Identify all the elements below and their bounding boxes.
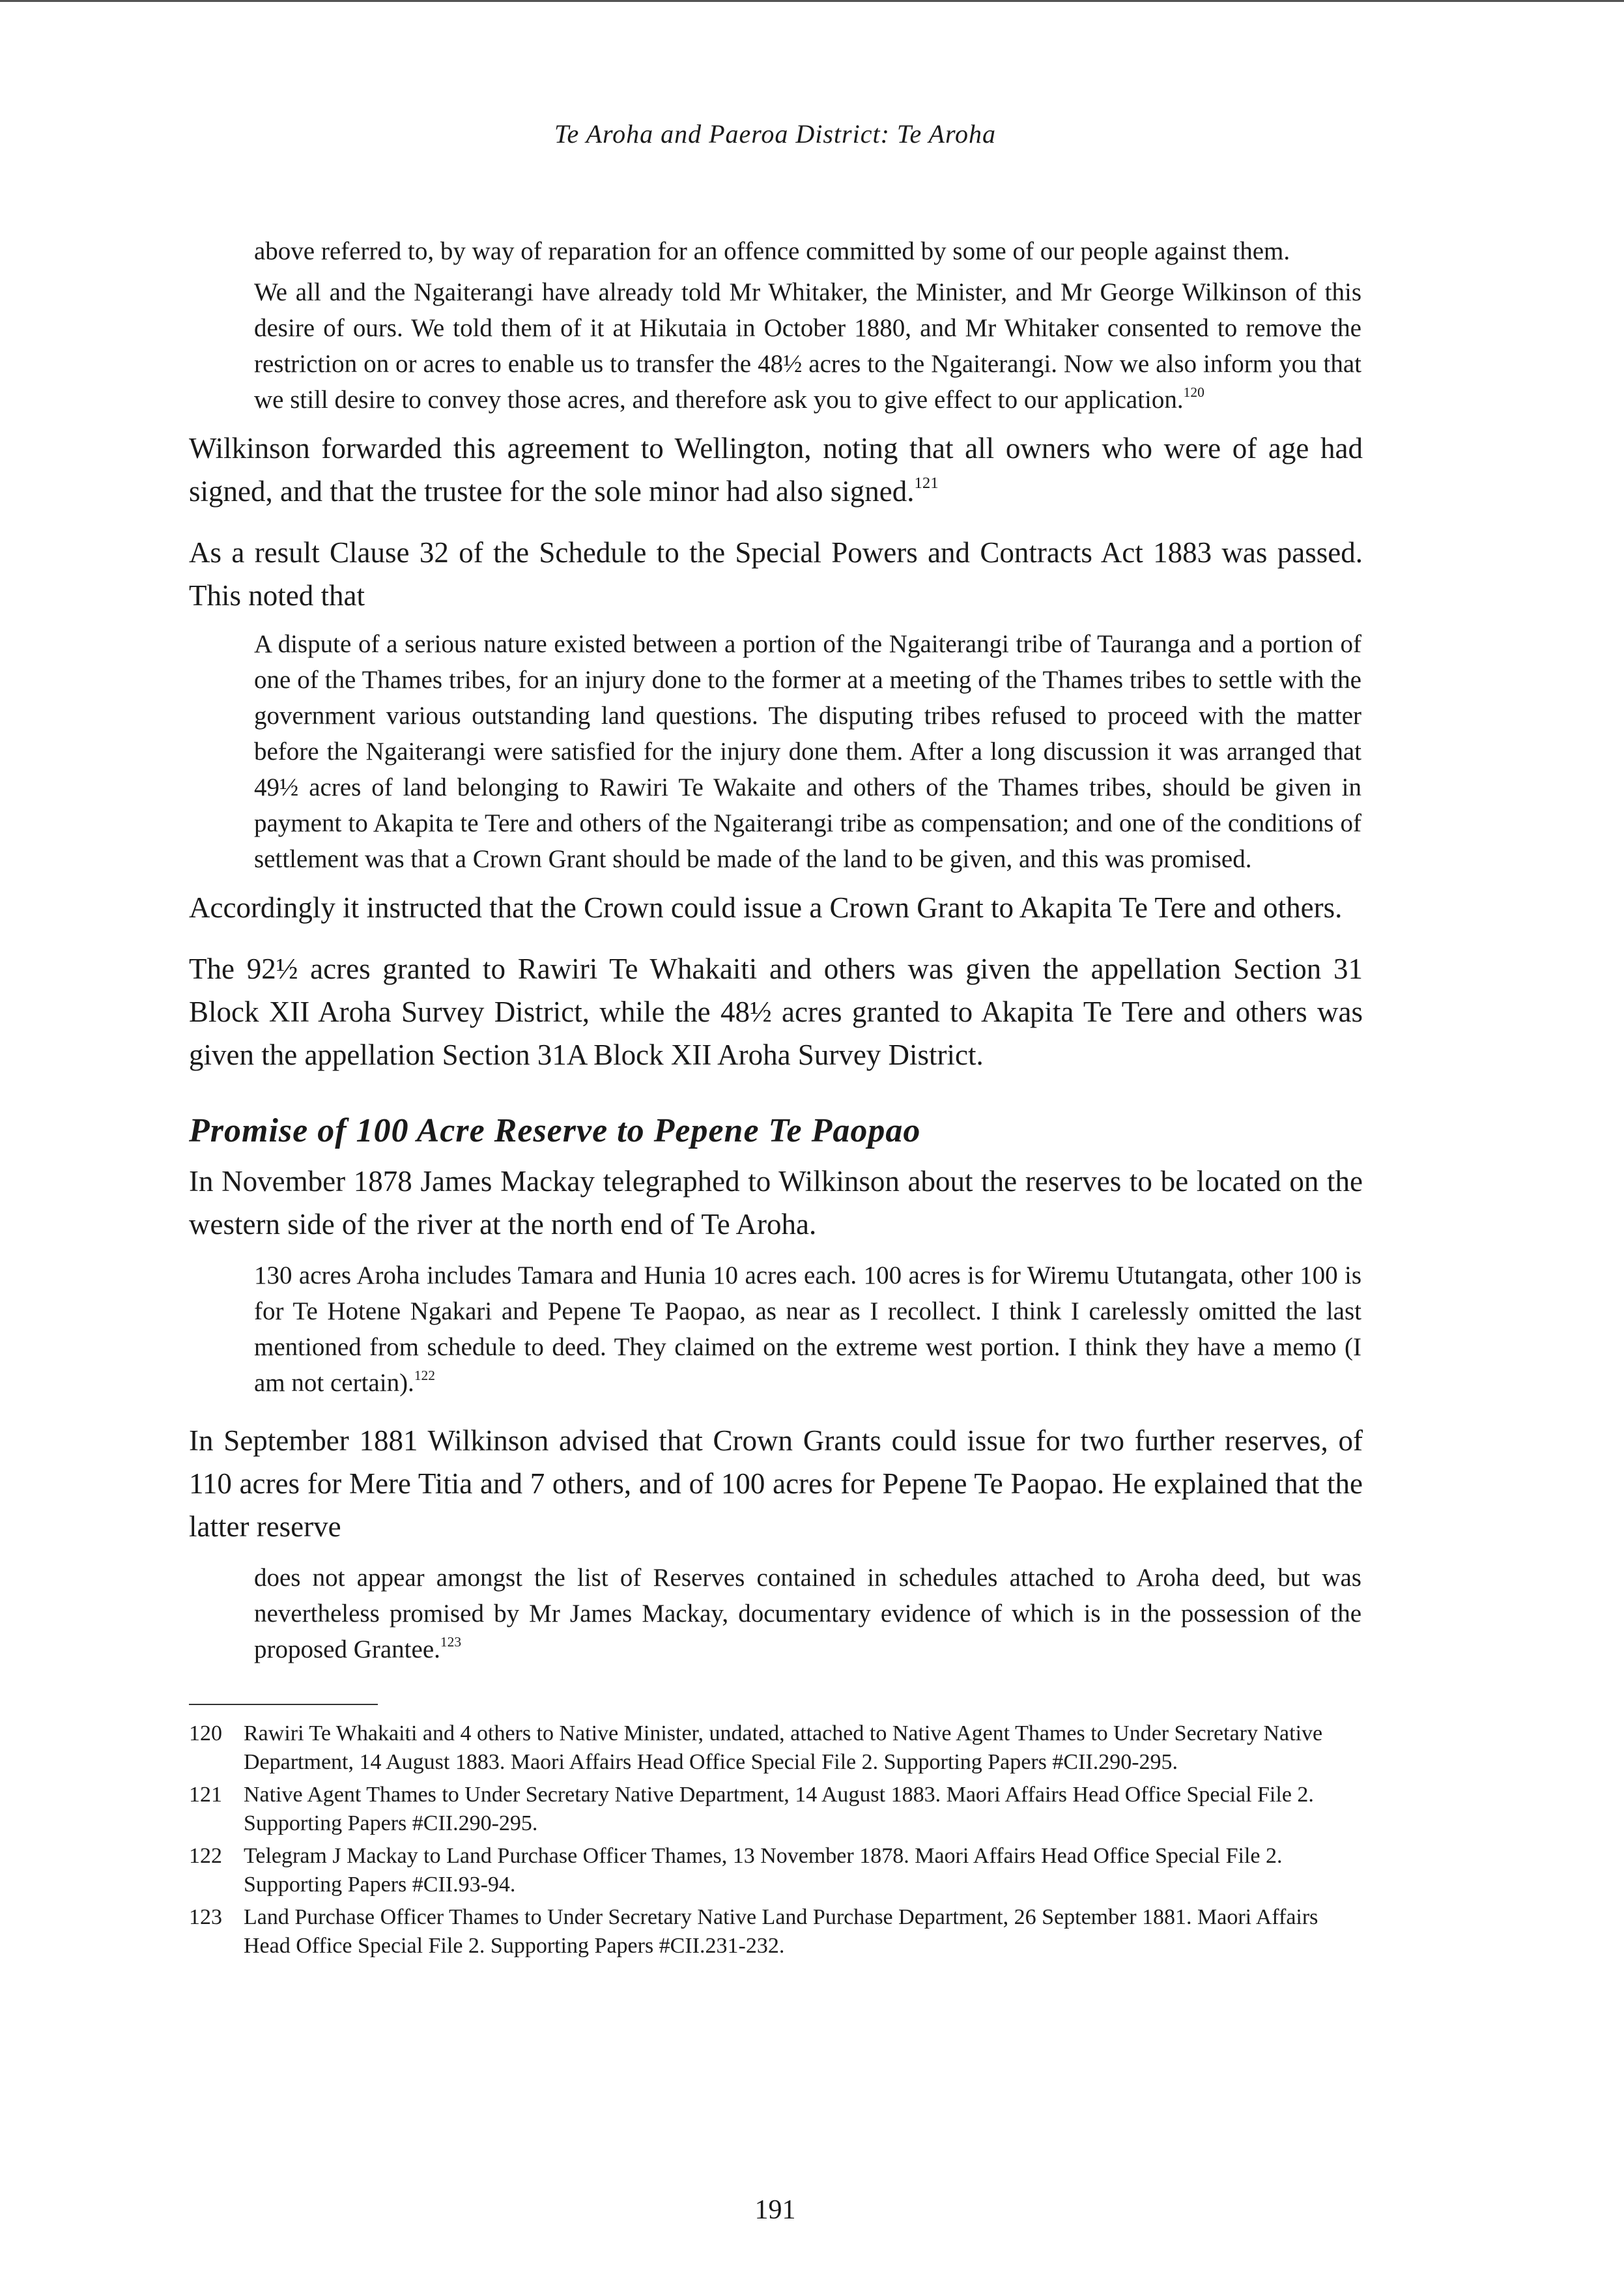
footnote-text: Land Purchase Officer Thames to Under Secretary Native Land Purchase Department, 26 September 1881. Maori Affairs Head Office Special File 2. Supporting Papers #CII.231-232. — [244, 1905, 1318, 1958]
footnote-ref-120: 120 — [1183, 384, 1204, 400]
quote-1-paragraph-1: above referred to, by way of reparation for an offence committed by some of our people against them. — [254, 237, 1290, 265]
page-number: 191 — [754, 2195, 796, 2225]
paragraph-6: In September 1881 Wilkinson advised that Crown Grants could issue for two further reserves, of 110 acres for Mere Titia and 7 others, and of 100 acres for Pepene Te Paopao. He explained that the latter reserve — [189, 1424, 1363, 1543]
footnotes — [189, 1719, 1363, 1960]
block-quote-4 — [254, 1560, 1361, 1667]
top-rule — [0, 0, 1624, 2]
quote-1-paragraph-2-text: We all and the Ngaiterangi have already told Mr Whitaker, the Minister, and Mr George Wilkinson of this desire of ours. We told them of it at Hikutaia in October 1880, and Mr Whitaker consented to remove the restriction on or acres to enable us to transfer the 48½ acres to the Ngaiterangi. Now we also inform you that we still desire to convey those acres, and therefore ask you to give effect to our application. — [254, 278, 1361, 414]
quote-3-text: 130 acres Aroha includes Tamara and Hunia 10 acres each. 100 acres is for Wiremu Ututangata, other 100 is for Te Hotene Ngakari and Pepene Te Paopao, as near as I recollect. I think I carelessly omitted the last mentioned from schedule to deed. They claimed on the extreme west portion. I think they have a memo (I am not certain). — [254, 1261, 1361, 1397]
paragraph-1 — [189, 427, 1363, 513]
paragraph-1-text: Wilkinson forwarded this agreement to Wellington, noting that all owners who were of age had signed, and that the trustee for the sole minor had also signed. — [189, 432, 1363, 508]
paragraph-5: In November 1878 James Mackay telegraphed to Wilkinson about the reserves to be located on the western side of the river at the north end of Te Aroha. — [189, 1165, 1363, 1241]
footnote-number: 120 — [189, 1721, 222, 1745]
footnote-number: 121 — [189, 1783, 222, 1807]
paragraph-4: The 92½ acres granted to Rawiri Te Whakaiti and others was given the appellation Section 31 Block XII Aroha Survey District, while the 48½ acres granted to Akapita Te Tere and others was given the appellation Section 31A Block XII Aroha Survey District. — [189, 953, 1363, 1071]
paragraph-3: Accordingly it instructed that the Crown could issue a Crown Grant to Akapita Te Tere and others. — [189, 891, 1343, 924]
quote-4-text: does not appear amongst the list of Reserves contained in schedules attached to Aroha deed, but was nevertheless promised by Mr James Mackay, documentary evidence of which is in the possession of the proposed Grantee. — [254, 1564, 1361, 1663]
footnote-text: Rawiri Te Whakaiti and 4 others to Native Minister, undated, attached to Native Agent Thames to Under Secretary Native Department, 14 August 1883. Maori Affairs Head Office Special File 2. Supporting Papers #CII.290-295. — [244, 1721, 1323, 1774]
footnote-divider — [189, 1704, 378, 1705]
quote-2-text: A dispute of a serious nature existed between a portion of the Ngaiterangi tribe of Tauranga and a portion of one of the Thames tribes, for an injury done to the former at a meeting of the Thames tribes to settle with the government various outstanding land questions. The disputing tribes refused to proceed with the matter before the Ngaiterangi were satisfied for the injury done them. After a long discussion it was arranged that 49½ acres of land belonging to Rawiri Te Wakaite and others of the Thames tribes, should be given in payment to Akapita te Tere and others of the Ngaiterangi tribe as compensation; and one of the conditions of settlement was that a Crown Grant should be made of the land to be given, and this was promised. — [254, 630, 1361, 873]
block-quote-2 — [254, 626, 1361, 877]
block-quote-1 — [254, 233, 1361, 418]
footnote-ref-122: 122 — [414, 1367, 435, 1383]
block-quote-3 — [254, 1257, 1361, 1401]
footnote-120 — [189, 1719, 1363, 1777]
footnote-text: Native Agent Thames to Under Secretary Native Department, 14 August 1883. Maori Affairs Head Office Special File 2. Supporting Papers #CII.290-295. — [244, 1783, 1314, 1835]
footnote-ref-123: 123 — [440, 1633, 462, 1650]
running-head: Te Aroha and Paeroa District: Te Aroha — [554, 119, 997, 149]
page-content — [189, 233, 1363, 1964]
footnote-121 — [189, 1781, 1363, 1838]
section-heading: Promise of 100 Acre Reserve to Pepene Te Paopao — [189, 1112, 921, 1149]
footnote-122 — [189, 1842, 1363, 1899]
paragraph-2: As a result Clause 32 of the Schedule to the Special Powers and Contracts Act 1883 was passed. This noted that — [189, 536, 1363, 612]
quote-1-paragraph-2 — [254, 274, 1361, 418]
footnote-123 — [189, 1903, 1363, 1960]
footnote-ref-121: 121 — [914, 474, 939, 493]
quote-3-paragraph — [254, 1257, 1361, 1401]
quote-4-paragraph — [254, 1560, 1361, 1667]
footnote-text: Telegram J Mackay to Land Purchase Officer Thames, 13 November 1878. Maori Affairs Head Office Special File 2. Supporting Papers #CII.93-94. — [244, 1844, 1283, 1897]
footnote-number: 123 — [189, 1905, 222, 1929]
footnote-number: 122 — [189, 1844, 222, 1868]
